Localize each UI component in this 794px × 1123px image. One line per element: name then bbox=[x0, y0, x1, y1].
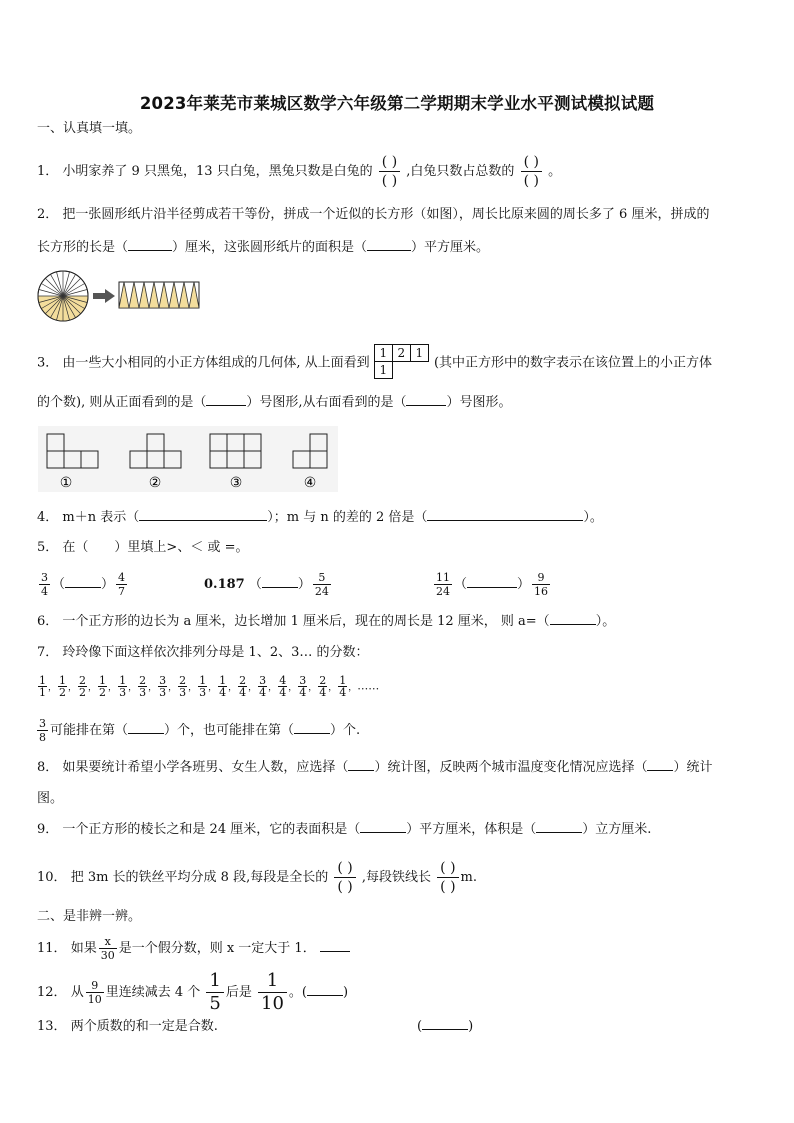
fraction-blank[interactable]: ( ) ( ) bbox=[379, 155, 400, 188]
grid-cell: 2 bbox=[392, 344, 411, 362]
answer-blank[interactable] bbox=[360, 820, 406, 833]
fraction: $\frac{1}{5}$ bbox=[206, 972, 223, 1013]
sequence-fraction: $\frac{2}{3}$ bbox=[179, 674, 187, 699]
question-number: 12． bbox=[37, 985, 67, 1000]
arrow-right-icon bbox=[93, 289, 115, 303]
fraction: $\frac{9}{10}$ bbox=[87, 979, 102, 1006]
question-text: ）立方厘米. bbox=[582, 822, 652, 837]
question-text: ）厘米，这张圆形纸片的面积是（ bbox=[172, 240, 368, 255]
question-1 bbox=[37, 155, 758, 188]
fraction: $\frac{3}{4}$ bbox=[41, 571, 48, 598]
question-text: 一个正方形的边长为 a 厘米，边长增加 1 厘米后，现在的周长是 12 厘米， 则 a=（ bbox=[62, 614, 550, 629]
answer-blank[interactable] bbox=[128, 238, 172, 251]
sequence-fraction: $\frac{2}{2}$ bbox=[79, 674, 87, 699]
option-label: ③ bbox=[229, 475, 243, 491]
question-text: ,每段铁线长 bbox=[361, 870, 432, 885]
question-number: 10． bbox=[37, 870, 67, 885]
sequence-fraction: $\frac{3}{3}$ bbox=[159, 674, 167, 699]
question-text: 玲玲像下面这样依次排列分母是 1、2、3… 的分数： bbox=[62, 645, 369, 660]
question-number: 11． bbox=[37, 941, 67, 956]
question-text: 可能排在第（ bbox=[50, 723, 129, 738]
question-text: 小明家养了 9 只黑兔，13 只白兔，黑兔只数是白兔的 bbox=[62, 164, 373, 179]
approx-rectangle bbox=[119, 282, 199, 308]
question-text: m＋n 表示（ bbox=[62, 510, 140, 525]
question-text: ）。 bbox=[595, 614, 616, 629]
sequence-fraction: $\frac{1}{1}$ bbox=[39, 674, 46, 699]
sequence-fraction: $\frac{1}{4}$ bbox=[219, 674, 227, 699]
question-7-ask bbox=[37, 715, 758, 747]
question-12 bbox=[37, 972, 758, 1013]
fraction: $\frac{4}{7}$ bbox=[118, 571, 126, 598]
answer-blank[interactable] bbox=[206, 393, 246, 406]
answer-blank[interactable] bbox=[348, 758, 374, 771]
view-options-figure bbox=[38, 426, 338, 492]
question-text: 如果要统计希望小学各班男、女生人数，应选择（ bbox=[62, 760, 349, 775]
ellipsis: …… bbox=[357, 679, 380, 693]
sequence-fraction: $\frac{2}{4}$ bbox=[239, 674, 247, 699]
answer-blank[interactable] bbox=[128, 721, 164, 734]
sequence-fraction: $\frac{1}{4}$ bbox=[339, 674, 347, 699]
fraction: $\frac{1}{10}$ bbox=[258, 972, 287, 1013]
fraction-blank[interactable]: ( ) ( ) bbox=[437, 861, 458, 894]
answer-blank[interactable] bbox=[536, 820, 582, 833]
question-number: 9． bbox=[37, 822, 59, 837]
question-13 bbox=[37, 1017, 758, 1037]
question-number: 3． bbox=[37, 355, 59, 371]
option-label: ② bbox=[148, 475, 162, 491]
question-text: 一个正方形的棱长之和是 24 厘米，它的表面积是（ bbox=[62, 822, 361, 837]
sequence-fraction: $\frac{2}{3}$ bbox=[139, 674, 147, 699]
sequence-fraction: $\frac{1}{3}$ bbox=[119, 674, 127, 699]
question-number: 4． bbox=[37, 510, 59, 525]
question-number: 5． bbox=[37, 540, 59, 555]
section-1-heading: 一、认真填一填。 bbox=[37, 121, 142, 136]
section-2-heading: 二、是非辨一辨。 bbox=[37, 909, 142, 924]
question-6 bbox=[37, 612, 758, 632]
sequence-fraction: $\frac{3}{4}$ bbox=[299, 674, 307, 699]
question-text: 由一些大小相同的小正方体组成的几何体, 从上面看到 bbox=[62, 355, 370, 371]
answer-blank[interactable] bbox=[422, 1017, 468, 1030]
question-number: 2． bbox=[37, 207, 59, 222]
question-3-line-1 bbox=[37, 344, 758, 383]
question-number: 8． bbox=[37, 760, 59, 775]
question-5-item-1: $\frac{3}{4}$ （ ） $\frac{4}{7}$ bbox=[41, 571, 126, 598]
compare-blank[interactable] bbox=[467, 575, 517, 588]
question-2-line-2 bbox=[37, 238, 758, 258]
question-text: m. bbox=[460, 870, 477, 885]
sequence-fraction: $\frac{4}{4}$ bbox=[279, 674, 287, 699]
question-text: (其中正方形中的数字表示在该位置上的小正方体 bbox=[433, 355, 713, 371]
judge-blank-group: ( ) bbox=[417, 1019, 474, 1034]
question-text: ）号图形,从右面看到的是（ bbox=[246, 395, 407, 410]
question-4 bbox=[37, 508, 758, 528]
answer-blank[interactable] bbox=[320, 939, 350, 952]
question-text: 如果 bbox=[70, 941, 97, 956]
question-text: ）；m 与 n 的差的 2 倍是（ bbox=[267, 510, 428, 525]
answer-blank[interactable] bbox=[139, 508, 267, 521]
option-label: ① bbox=[59, 475, 73, 491]
question-text: 。( bbox=[288, 985, 307, 1000]
answer-blank[interactable] bbox=[647, 758, 673, 771]
question-text: ,白兔只数占总数的 bbox=[406, 164, 515, 179]
question-text: ) bbox=[342, 985, 349, 1000]
question-7 bbox=[37, 643, 758, 663]
sequence-fraction: $\frac{1}{2}$ bbox=[99, 674, 107, 699]
question-9 bbox=[37, 820, 758, 840]
fraction-sequence: $\frac{1}{1}$ ， $\frac{1}{2}$ ， $\frac{2}{2}$ ， $\frac{1}{2}$ ， $\frac{1}{3}$ ， $\frac{2}{3}$ ， $\frac{3}{3}$ ， $\frac{2}{3}$ ， $\frac{1}{3}$ ， $\frac{1}{4}$ ， $\frac{2}{4}$ ， $\frac{3}{4}$ ， $\frac{4}{4}$ ， $\frac{3}{4}$ ， $\frac{2}{4}$ ， $\frac{1}{4}$ ，…… bbox=[39, 674, 380, 699]
answer-blank[interactable] bbox=[406, 393, 446, 406]
compare-blank[interactable] bbox=[65, 575, 101, 588]
answer-blank[interactable] bbox=[367, 238, 411, 251]
question-number: 1． bbox=[37, 164, 59, 179]
grid-cell: 1 bbox=[374, 344, 393, 362]
sequence-fraction: $\frac{3}{4}$ bbox=[259, 674, 267, 699]
fraction: $\frac{5}{24}$ bbox=[314, 571, 329, 598]
question-5 bbox=[37, 538, 758, 558]
question-text: 。 bbox=[548, 164, 562, 179]
answer-blank[interactable] bbox=[427, 508, 583, 521]
top-view-grid bbox=[374, 344, 430, 382]
question-text: 长方形的长是（ bbox=[37, 240, 129, 255]
circle-sectors bbox=[38, 271, 88, 321]
question-text: ）个，也可能排在第（ bbox=[164, 723, 295, 738]
option-label: ④ bbox=[303, 475, 317, 491]
question-text: 在（ ）里填上>、＜ 或 =。 bbox=[62, 540, 249, 555]
question-text: 把 3m 长的铁丝平均分成 8 段,每段是全长的 bbox=[70, 870, 329, 885]
question-10 bbox=[37, 860, 758, 896]
question-8-line-2: 图。 bbox=[37, 791, 64, 806]
question-11 bbox=[37, 932, 758, 966]
question-text: 里连续减去 4 个 bbox=[105, 985, 201, 1000]
fraction-blank[interactable]: ( ) ( ) bbox=[521, 155, 542, 188]
answer-blank[interactable] bbox=[550, 612, 596, 625]
question-2-line-1 bbox=[37, 205, 758, 225]
question-text: ）平方厘米。 bbox=[411, 240, 490, 255]
grid-cell: 1 bbox=[410, 344, 429, 362]
question-text: 的个数), 则从正面看到的是（ bbox=[37, 395, 207, 410]
question-text: 把一张圆形纸片沿半径剪成若干等份，拼成一个近似的长方形（如图），周长比原来圆的周长多了 6 厘米，拼成的 bbox=[62, 207, 710, 222]
question-5-item-2: 0.187 （ ） $\frac{5}{24}$ bbox=[204, 571, 329, 598]
question-text: ）号图形。 bbox=[446, 395, 512, 410]
question-text: 两个质数的和一定是合数. bbox=[70, 1019, 218, 1034]
question-text: ）平方厘米，体积是（ bbox=[406, 822, 537, 837]
question-text: ）统计图，反映两个城市温度变化情况应选择（ bbox=[374, 760, 648, 775]
grid-cell: 1 bbox=[374, 361, 393, 379]
fraction-blank[interactable]: ( ) ( ) bbox=[334, 861, 355, 894]
fraction: $\frac{11}{24}$ bbox=[436, 571, 450, 598]
question-text: ）统计 bbox=[673, 760, 713, 775]
question-number: 13． bbox=[37, 1019, 67, 1034]
page-title: 2023年莱芜市莱城区数学六年级第二学期期末学业水平测试模拟试题 bbox=[139, 94, 655, 113]
fraction: $\frac{9}{16}$ bbox=[534, 571, 549, 598]
question-number: 7． bbox=[37, 645, 59, 660]
question-text: 后是 bbox=[225, 985, 252, 1000]
fraction: $\frac{x}{30}$ bbox=[100, 935, 115, 962]
circle-to-rectangle-figure bbox=[37, 268, 207, 324]
question-text: 从 bbox=[70, 985, 84, 1000]
compare-blank[interactable] bbox=[262, 575, 298, 588]
sequence-fraction: $\frac{1}{2}$ bbox=[59, 674, 67, 699]
question-text: ）。 bbox=[583, 510, 603, 525]
question-3-line-2 bbox=[37, 393, 758, 413]
question-text: ）个. bbox=[330, 723, 361, 738]
sequence-fraction: $\frac{1}{3}$ bbox=[199, 674, 207, 699]
question-8-line-1 bbox=[37, 758, 758, 778]
question-number: 6． bbox=[37, 614, 59, 629]
answer-blank[interactable] bbox=[307, 983, 343, 996]
question-5-item-3: $\frac{11}{24}$ （ ） $\frac{9}{16}$ bbox=[436, 571, 549, 598]
answer-blank[interactable] bbox=[294, 721, 330, 734]
sequence-fraction: $\frac{2}{4}$ bbox=[319, 674, 327, 699]
fraction: $\frac{3}{8}$ bbox=[39, 717, 46, 744]
question-text: 是一个假分数，则 x 一定大于 1． bbox=[118, 941, 316, 956]
